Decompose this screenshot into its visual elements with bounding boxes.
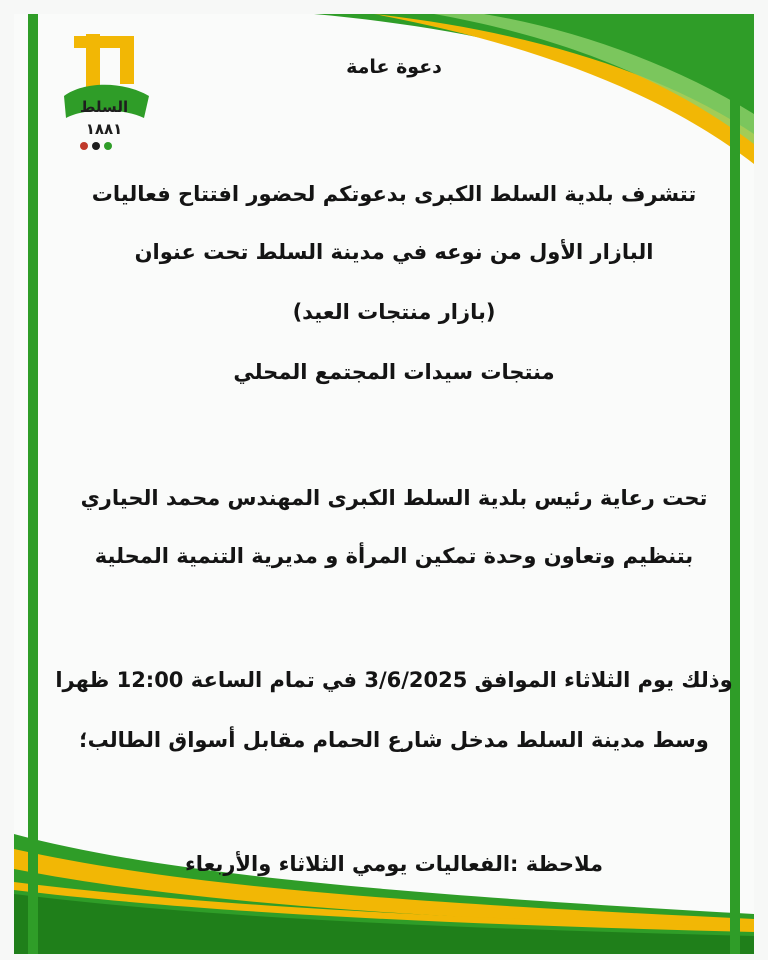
line-location: وسط مدينة السلط مدخل شارع الحمام مقابل أسواق الطالب؛ [79, 728, 709, 752]
logo-year: ١٨٨١ [85, 120, 123, 138]
line-organizers: بتنظيم وتعاون وحدة تمكين المرأة و مديرية التنمية المحلية [94, 544, 694, 568]
line-products: منتجات سيدات المجتمع المحلي [233, 360, 555, 384]
line-date-time: وذلك يوم الثلاثاء الموافق 3/6/2025 في تمام الساعة 12:00 ظهرا [55, 668, 733, 692]
poster-frame [14, 14, 754, 954]
right-green-bar [730, 14, 740, 954]
left-green-bar [28, 14, 38, 954]
logo-dot-red [80, 142, 88, 150]
logo-dot-green [104, 142, 112, 150]
poster-title: دعوة عامة [346, 56, 442, 78]
municipality-logo [44, 26, 164, 156]
line-bazaar: البازار الأول من نوعه في مدينة السلط تحت عنوان [134, 240, 654, 264]
line-patronage: تحت رعاية رئيس بلدية السلط الكبرى المهندس محمد الحياري [80, 486, 708, 510]
logo-dot-black [92, 142, 100, 150]
line-bazaar-name: (بازار منتجات العيد) [292, 300, 496, 324]
logo-name: السلط [79, 98, 129, 116]
line-invitation: تتشرف بلدية السلط الكبرى بدعوتكم لحضور افتتاح فعاليات [91, 182, 697, 206]
line-note: ملاحظة :الفعاليات يومي الثلاثاء والأربعاء [184, 852, 604, 876]
